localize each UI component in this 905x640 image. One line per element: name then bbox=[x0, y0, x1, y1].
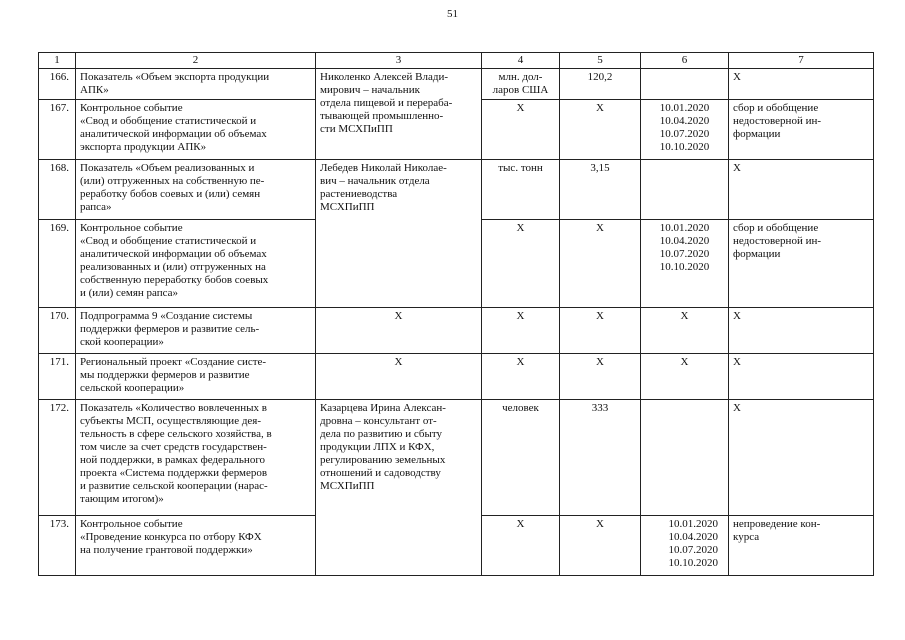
row-number: 168. bbox=[39, 160, 76, 220]
page-number: 51 bbox=[447, 8, 458, 20]
row-risk: X bbox=[729, 308, 874, 354]
row-risk: X bbox=[729, 160, 874, 220]
row-number: 173. bbox=[39, 516, 76, 576]
row-value: X bbox=[560, 100, 641, 160]
row-risk: непроведение кон- курса bbox=[729, 516, 874, 576]
row-dates: X bbox=[641, 354, 729, 400]
header-cell: 2 bbox=[76, 53, 316, 69]
row-value: X bbox=[560, 308, 641, 354]
monitoring-table bbox=[38, 52, 874, 576]
row-name: Контрольное событие «Свод и обобщение статистической и аналитической информации об объемах реализованных и (или) отгруженных на собственную переработку бобов соевых и (или) семян рапса» bbox=[76, 220, 316, 308]
row-name: Показатель «Объем экспорта продукции АПК» bbox=[76, 69, 316, 100]
table-row bbox=[39, 308, 874, 354]
header-cell: 3 bbox=[316, 53, 482, 69]
row-number: 166. bbox=[39, 69, 76, 100]
table-row bbox=[39, 354, 874, 400]
table-row bbox=[39, 400, 874, 516]
row-value: X bbox=[560, 354, 641, 400]
row-name: Региональный проект «Создание систе- мы поддержки фермеров и развитие сельской кооперации» bbox=[76, 354, 316, 400]
row-risk: сбор и обобщение недостоверной ин- формации bbox=[729, 100, 874, 160]
row-value: 333 bbox=[560, 400, 641, 516]
header-cell: 6 bbox=[641, 53, 729, 69]
row-name: Показатель «Объем реализованных и (или) отгруженных на собственную пе- реработку бобов соевых и (или) семян рапса» bbox=[76, 160, 316, 220]
row-responsible: Казарцева Ирина Алексан- дровна – консультант от- дела по развитию и сбыту продукции ЛПХ и КФХ, регулированию земельных отношений и садоводству МСХПиПП bbox=[316, 400, 482, 576]
row-responsible: Николенко Алексей Влади- мирович – начальник отдела пищевой и перераба- тывающей промышленно- сти МСХПиПП bbox=[316, 69, 482, 160]
table-row bbox=[39, 160, 874, 220]
row-value: X bbox=[560, 220, 641, 308]
row-value: 3,15 bbox=[560, 160, 641, 220]
header-cell: 4 bbox=[482, 53, 560, 69]
row-responsible: X bbox=[316, 308, 482, 354]
row-value: 120,2 bbox=[560, 69, 641, 100]
row-unit: тыс. тонн bbox=[482, 160, 560, 220]
header-cell: 5 bbox=[560, 53, 641, 69]
row-name: Показатель «Количество вовлеченных в субъекты МСП, осуществляющие дея- тельность в сфере сельского хозяйства, в том числе за счет средств государствен- ной поддержки, в рамках федерального проекта «Система поддержки фермеров и развитие сельской кооперации (нарас- тающим итогом)» bbox=[76, 400, 316, 516]
row-dates bbox=[641, 69, 729, 100]
row-responsible: X bbox=[316, 354, 482, 400]
row-responsible: Лебедев Николай Николае- вич – начальник отдела растениеводства МСХПиПП bbox=[316, 160, 482, 308]
header-cell: 7 bbox=[729, 53, 874, 69]
row-unit: X bbox=[482, 220, 560, 308]
row-risk: X bbox=[729, 354, 874, 400]
header-row bbox=[39, 53, 874, 69]
row-unit: X bbox=[482, 354, 560, 400]
row-dates: 10.01.2020 10.04.2020 10.07.2020 10.10.2020 bbox=[641, 220, 729, 308]
row-unit: X bbox=[482, 516, 560, 576]
row-risk: X bbox=[729, 69, 874, 100]
row-dates bbox=[641, 400, 729, 516]
row-dates bbox=[641, 160, 729, 220]
row-unit: млн. дол- ларов США bbox=[482, 69, 560, 100]
row-dates: X bbox=[641, 308, 729, 354]
row-dates: 10.01.2020 10.04.2020 10.07.2020 10.10.2020 bbox=[641, 100, 729, 160]
row-number: 172. bbox=[39, 400, 76, 516]
row-name: Подпрограмма 9 «Создание системы поддержки фермеров и развитие сель- ской кооперации» bbox=[76, 308, 316, 354]
row-dates: 10.01.2020 10.04.2020 10.07.2020 10.10.2020 bbox=[641, 516, 729, 576]
row-risk: сбор и обобщение недостоверной ин- формации bbox=[729, 220, 874, 308]
row-name: Контрольное событие «Проведение конкурса по отбору КФХ на получение грантовой поддержки» bbox=[76, 516, 316, 576]
row-risk: X bbox=[729, 400, 874, 516]
header-cell: 1 bbox=[39, 53, 76, 69]
row-name: Контрольное событие «Свод и обобщение статистической и аналитической информации об объемах экспорта продукции АПК» bbox=[76, 100, 316, 160]
row-unit: X bbox=[482, 308, 560, 354]
row-number: 171. bbox=[39, 354, 76, 400]
row-unit: X bbox=[482, 100, 560, 160]
row-unit: человек bbox=[482, 400, 560, 516]
row-value: X bbox=[560, 516, 641, 576]
row-number: 169. bbox=[39, 220, 76, 308]
table-row bbox=[39, 69, 874, 100]
row-number: 167. bbox=[39, 100, 76, 160]
row-number: 170. bbox=[39, 308, 76, 354]
